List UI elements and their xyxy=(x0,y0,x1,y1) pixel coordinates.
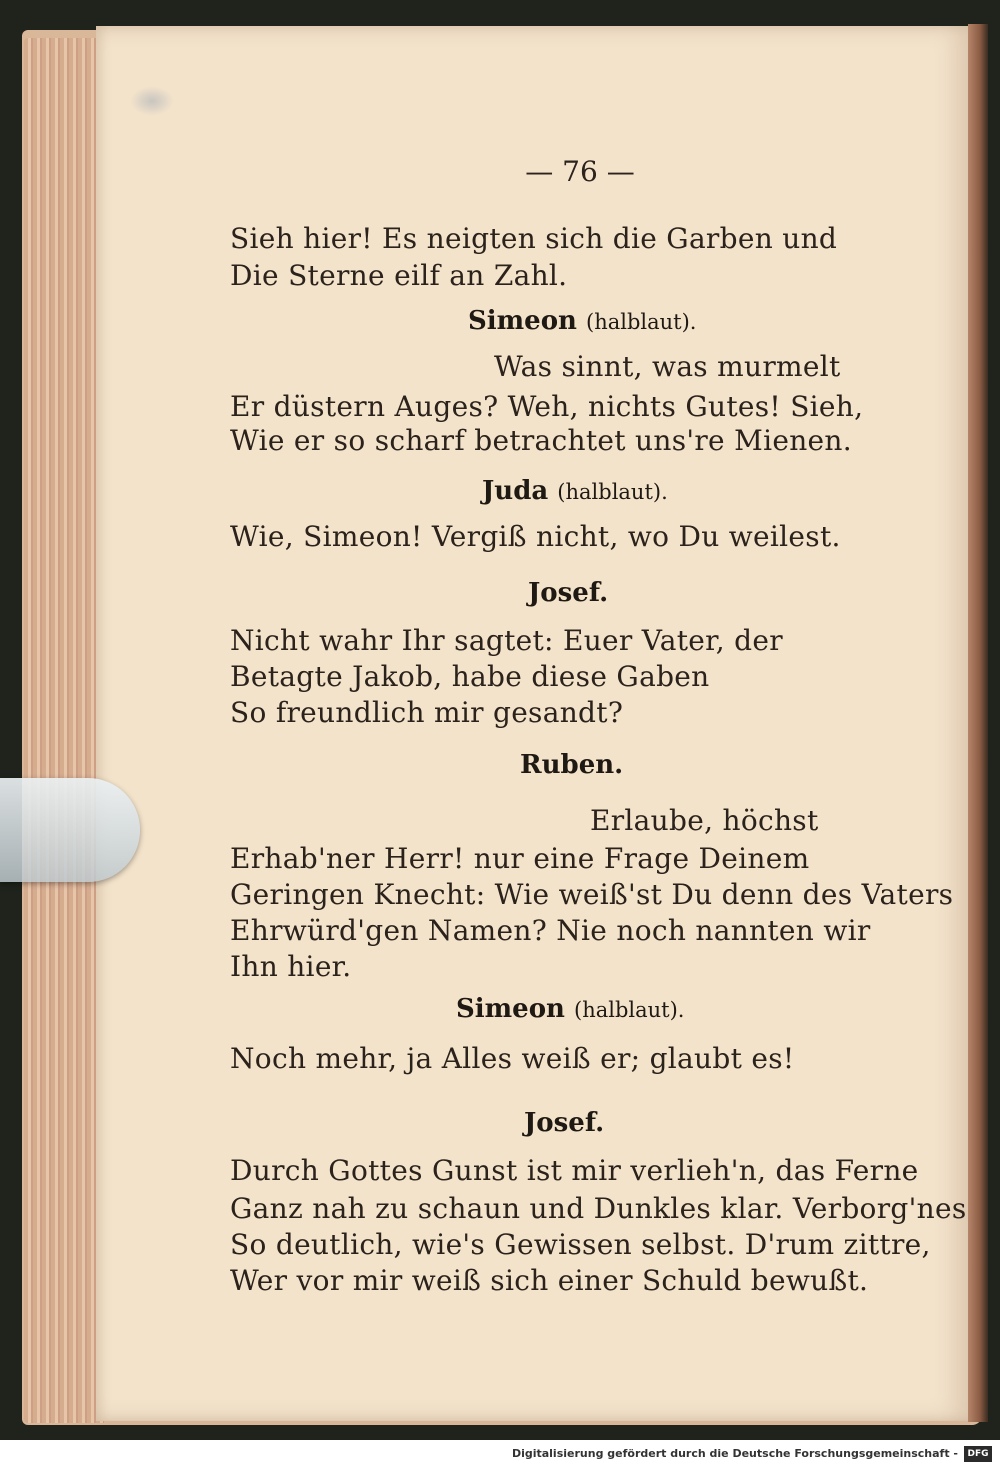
speaker-heading xyxy=(468,306,696,336)
speaker-heading xyxy=(520,750,623,780)
dfg-logo: DFG xyxy=(964,1446,992,1462)
text-line: Die Sterne eilf an Zahl. xyxy=(230,259,568,292)
text-line: Noch mehr, ja Alles weiß er; glaubt es! xyxy=(230,1042,795,1075)
text-line: Ihn hier. xyxy=(230,950,352,983)
stage-direction: (halblaut). xyxy=(574,998,685,1022)
speaker-heading xyxy=(482,476,668,506)
page-clip xyxy=(0,778,140,882)
text-line: So deutlich, wie's Gewissen selbst. D'rum zittre, xyxy=(230,1228,931,1261)
footer-bar xyxy=(0,1440,1000,1468)
stage-direction: (halblaut). xyxy=(557,480,668,504)
text-line: Wie, Simeon! Vergiß nicht, wo Du weilest. xyxy=(230,520,841,553)
text-line: Durch Gottes Gunst ist mir verlieh'n, das Ferne xyxy=(230,1154,919,1187)
speaker-heading xyxy=(524,1108,604,1138)
page-edges xyxy=(24,38,104,1423)
speaker-name: Ruben. xyxy=(520,750,624,780)
speaker-name: Simeon xyxy=(468,306,577,336)
text-line: So freundlich mir gesandt? xyxy=(230,696,624,729)
text-line: Ganz nah zu schaun und Dunkles klar. Verborg'nes xyxy=(230,1192,967,1225)
text-line: Betagte Jakob, habe diese Gaben xyxy=(230,660,710,693)
speaker-name: Simeon xyxy=(456,994,565,1024)
page-number: — 76 — xyxy=(525,155,635,188)
speaker-heading xyxy=(456,994,684,1024)
text-line: Ehrwürd'gen Namen? Nie noch nannten wir xyxy=(230,914,871,947)
text-line: Sieh hier! Es neigten sich die Garben und xyxy=(230,222,838,255)
speaker-name: Josef. xyxy=(524,1108,605,1138)
speaker-heading xyxy=(528,578,608,608)
text-line: Geringen Knecht: Wie weiß'st Du denn des Vaters xyxy=(230,878,954,911)
speaker-name: Josef. xyxy=(528,578,609,608)
speaker-name: Juda xyxy=(482,476,549,506)
text-line: Nicht wahr Ihr sagtet: Euer Vater, der xyxy=(230,624,783,657)
text-line: Was sinnt, was murmelt xyxy=(494,350,841,383)
book-spine-edge xyxy=(968,24,988,1422)
text-line: Erlaube, höchst xyxy=(590,804,819,837)
footer-credit: Digitalisierung gefördert durch die Deutsche Forschungsgemeinschaft - xyxy=(511,1447,958,1460)
text-line: Wie er so scharf betrachtet uns're Mienen. xyxy=(230,424,852,457)
stage-direction: (halblaut). xyxy=(586,310,697,334)
page-stain xyxy=(130,86,174,116)
text-line: Wer vor mir weiß sich einer Schuld bewußt. xyxy=(230,1264,869,1297)
text-line: Er düstern Auges? Weh, nichts Gutes! Sieh, xyxy=(230,390,864,423)
text-line: Erhab'ner Herr! nur eine Frage Deinem xyxy=(230,842,810,875)
